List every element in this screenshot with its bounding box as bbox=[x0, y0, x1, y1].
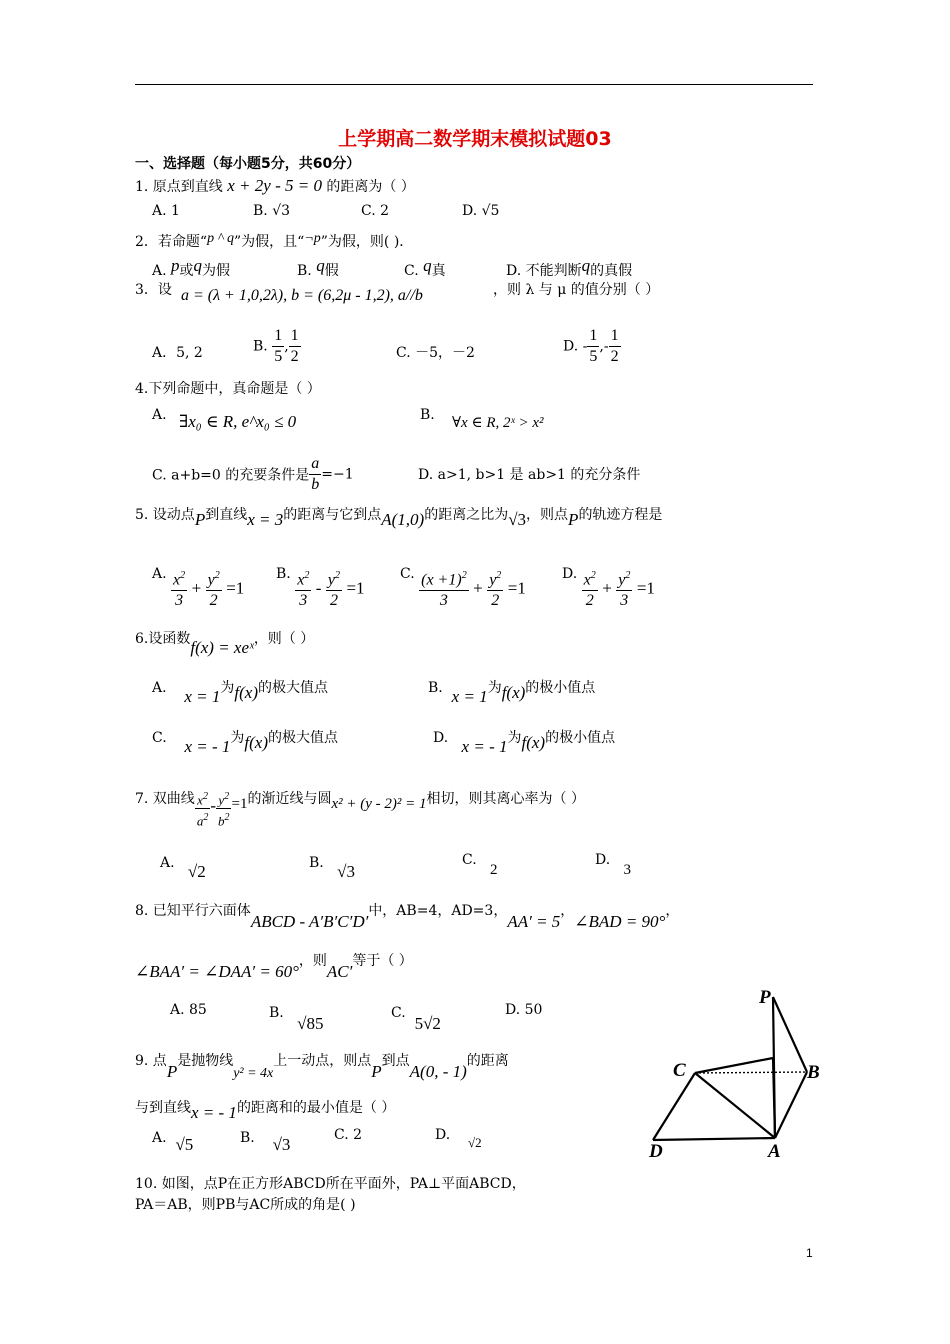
q2-option-b bbox=[297, 256, 339, 280]
q8-ac: AC′ bbox=[326, 962, 353, 981]
q8-text-c: ，则 bbox=[298, 953, 327, 969]
q9-stem-2 bbox=[135, 1097, 395, 1123]
q9-text-b: 是抛物线 bbox=[177, 1053, 234, 1069]
q8-option-c: C. 5√2 bbox=[391, 1005, 441, 1033]
q4-option-b-label: B. bbox=[420, 407, 435, 423]
q2-p-and-q: p ^ q bbox=[207, 231, 234, 246]
q7-option-b: B. √3 bbox=[309, 855, 355, 881]
q2-b-q: q bbox=[316, 256, 325, 275]
q2-a-p: p bbox=[171, 256, 180, 275]
q3-d-frac2: $\frac{1}{2}$ bbox=[610, 327, 619, 365]
label-b: B bbox=[807, 1062, 820, 1083]
page-number: 1 bbox=[806, 1246, 813, 1260]
q7-stem: 7. 双曲线 $\frac{x^2}{a^2}$ - $\frac{y^2}{b^2}$ =1的渐近线与圆x² + (y - 2)² = 1相切，则其离心率为（ ） bbox=[135, 788, 585, 830]
label-a: A bbox=[768, 1141, 781, 1160]
q9-text: 9. 点 bbox=[135, 1053, 167, 1069]
q10-line-2: PA＝AB，则PB与AC所成的角是( ) bbox=[135, 1197, 356, 1213]
q5-stem bbox=[135, 504, 662, 530]
q2-d-label: D. 不能判断 bbox=[506, 263, 582, 279]
q8-option-d: D. 50 bbox=[505, 1002, 543, 1018]
q9-option-c: C. 2 bbox=[334, 1127, 363, 1143]
q3-b-frac2: $\frac{1}{2}$ bbox=[290, 327, 299, 365]
q2-d-end: 的真假 bbox=[590, 263, 633, 279]
edge-da bbox=[653, 1138, 775, 1140]
q2-text: 2．若命题“ bbox=[135, 234, 208, 250]
q4-option-b: ∀x ∈ R, 2ˣ > x² bbox=[452, 415, 544, 431]
q4-stem: 4.下列命题中，真命题是（ ） bbox=[135, 381, 321, 397]
q7-text: 7. 双曲线 bbox=[135, 791, 195, 807]
q9-parabola: y² = 4x bbox=[233, 1066, 274, 1081]
header-rule bbox=[135, 84, 813, 85]
q2-text-c: ”为假，则( )． bbox=[320, 234, 414, 250]
q2-a-q: q bbox=[193, 256, 203, 275]
q2-a-end: 为假 bbox=[202, 263, 231, 279]
q9-line: x = - 1 bbox=[191, 1103, 237, 1122]
q8-comma2: ， bbox=[665, 903, 680, 919]
q3-option-d: D. - $\frac{1}{5}$ ,- $\frac{1}{2}$ bbox=[563, 327, 619, 365]
q9-text-e: 的距离 bbox=[466, 1053, 509, 1069]
q6-option-a: A. x = 1为f(x)的极大值点 bbox=[152, 680, 328, 706]
q2-not-p: ¬p bbox=[304, 231, 321, 246]
edge-cp bbox=[695, 1058, 773, 1073]
q5-p: P bbox=[194, 510, 206, 529]
q8-text-b: 中，AB=4，AD=3， bbox=[368, 903, 508, 919]
q3-option-c: C. －5，－2 bbox=[396, 345, 475, 361]
q8-stem-2 bbox=[135, 950, 413, 982]
edge-cd bbox=[653, 1073, 695, 1140]
q7-text-b: 的渐近线与圆 bbox=[247, 791, 332, 807]
q8-comma: ， bbox=[560, 903, 575, 919]
q1-text: 1. 原点到直线 bbox=[135, 179, 223, 195]
pyramid-figure bbox=[640, 980, 830, 1160]
q7-text-c: 相切，则其离心率为（ ） bbox=[426, 791, 585, 807]
q6-text-b: ，则（ ） bbox=[253, 631, 315, 647]
q9-text-g: 的距离和的最小值是（ ） bbox=[236, 1100, 396, 1116]
q5-text-f: 的轨迹方程是 bbox=[578, 507, 663, 523]
q5-text-d: 的距离之比为 bbox=[424, 507, 509, 523]
q4-c-text: C. a+b=0 的充要条件是 bbox=[152, 467, 310, 484]
q6-option-d: D. x = - 1为f(x)的极小值点 bbox=[433, 730, 616, 756]
q7-option-c: C. 2 bbox=[462, 852, 498, 878]
q5-text-c: 的距离与它到点 bbox=[283, 507, 382, 523]
q2-c-label: C. bbox=[404, 263, 419, 279]
q3-option-b: B. $\frac{1}{5}$ , $\frac{1}{2}$ bbox=[253, 327, 299, 365]
q2-option-a bbox=[152, 256, 230, 280]
q5-option-b: B. $\frac{x^2}{3}$ - $\frac{y^2}{2}$ =1 bbox=[276, 566, 365, 610]
label-d: D bbox=[649, 1141, 663, 1160]
q3-label: 3．设 bbox=[135, 282, 172, 298]
q4-option-d: D. a>1, b>1 是 ab>1 的充分条件 bbox=[418, 467, 641, 483]
q5-p2: P bbox=[568, 510, 579, 529]
q9-option-a: A. √5 bbox=[152, 1130, 194, 1154]
q3-vectors: a = (λ + 1,0,2λ), b = (6,2μ - 1,2), a//b bbox=[181, 287, 423, 304]
q7-frac1: $\frac{x^2}{a^2}$ bbox=[195, 788, 211, 830]
label-c: C bbox=[673, 1060, 686, 1081]
q6-func: f(x) = xeˣ bbox=[190, 638, 254, 657]
q2-b-end: 假 bbox=[324, 263, 339, 279]
q3-b-frac1: $\frac{1}{5}$ bbox=[274, 327, 283, 365]
q9-p: P bbox=[166, 1062, 178, 1081]
q9-stem bbox=[135, 1050, 509, 1082]
q6-text: 6.设函数 bbox=[135, 631, 191, 647]
q9-text-f: 与到直线 bbox=[135, 1100, 191, 1116]
q7-option-d: D. 3 bbox=[595, 852, 632, 878]
q4-option-a: ∃x₀ ∈ R, e^x₀ ≤ 0 bbox=[179, 412, 297, 431]
q8-bad: ∠BAD = 90° bbox=[574, 912, 666, 931]
q4-option-a-label: A. bbox=[152, 407, 167, 423]
q1-option-d: D. √5 bbox=[462, 203, 500, 219]
edge-ba bbox=[775, 1072, 807, 1138]
q5-option-d: D. $\frac{x^2}{2}$ + $\frac{y^2}{3}$ =1 bbox=[562, 566, 655, 610]
q5-option-c: C. $\frac{(x +1)^2}{3}$ + $\frac{y^2}{2}$ =1 bbox=[400, 566, 526, 610]
q2-b-label: B. bbox=[297, 263, 312, 279]
q9-text-d: 到点 bbox=[381, 1053, 410, 1069]
q7-option-a: A. √2 bbox=[160, 855, 206, 881]
q5-point: A(1,0) bbox=[381, 510, 425, 529]
section-heading: 一、选择题（每小题5分，共60分） bbox=[135, 156, 361, 172]
edge-pb bbox=[773, 997, 807, 1072]
q8-angles: ∠BAA′ = ∠DAA′ = 60° bbox=[135, 962, 299, 981]
q2-c-end: 真 bbox=[431, 263, 446, 279]
q6-option-c: C. x = - 1为f(x)的极大值点 bbox=[152, 730, 339, 756]
q8-text-d: 等于（ ） bbox=[352, 953, 413, 969]
q2-a-label: A. bbox=[152, 263, 167, 279]
q5-text-b: 到直线 bbox=[205, 507, 248, 523]
q10-line-1: 10. 如图，点P在正方形ABCD所在平面外，PA⊥平面ABCD， bbox=[135, 1176, 526, 1192]
q3-option-a: A．5, 2 bbox=[152, 345, 203, 361]
q1-equation: x + 2y - 5 = 0 bbox=[227, 176, 322, 195]
q4-c-frac: $\frac{a}{b}$ bbox=[311, 455, 320, 493]
q3-text-end: ，则 λ 与 μ 的值分别（ ） bbox=[493, 282, 660, 298]
page-title: 上学期高二数学期末模拟试题03 bbox=[338, 128, 612, 150]
q5-text: 5. 设动点 bbox=[135, 507, 195, 523]
q8-stem bbox=[135, 900, 679, 932]
q9-option-b: B. √3 bbox=[240, 1130, 291, 1154]
q9-p2: P bbox=[371, 1062, 382, 1081]
q4-c-end: =−1 bbox=[321, 466, 354, 483]
q3-d-label: D. bbox=[563, 338, 579, 355]
q1-option-c: C. 2 bbox=[361, 203, 390, 219]
q6-option-b: B. x = 1为f(x)的极小值点 bbox=[428, 680, 596, 706]
q9-point: A(0, - 1) bbox=[409, 1062, 467, 1081]
q3-b-label: B. bbox=[253, 338, 268, 355]
question-2-stem bbox=[135, 231, 413, 251]
q8-option-a: A. 85 bbox=[170, 1002, 207, 1018]
q9-option-d: D. √2 bbox=[435, 1127, 482, 1150]
q5-ratio: √3 bbox=[508, 510, 527, 529]
q1-option-a: A. 1 bbox=[152, 203, 180, 219]
label-p: P bbox=[759, 987, 771, 1008]
question-1-stem bbox=[135, 176, 415, 196]
q5-line: x = 3 bbox=[247, 510, 284, 529]
q1-text-end: 的距离为（ ） bbox=[326, 179, 415, 195]
q2-c-q: q bbox=[423, 256, 432, 275]
q5-option-a: A. $\frac{x^2}{3}$ + $\frac{y^2}{2}$ =1 bbox=[152, 566, 245, 610]
q3-d-frac1: $\frac{1}{5}$ bbox=[589, 327, 598, 365]
q7-circle: x² + (y - 2)² = 1 bbox=[331, 796, 427, 812]
q4-option-c bbox=[152, 454, 354, 495]
q2-a-or: 或 bbox=[179, 263, 194, 279]
q7-frac2: $\frac{y^2}{b^2}$ bbox=[216, 788, 232, 830]
q8-option-b: B. √85 bbox=[269, 1005, 324, 1033]
q8-aa: AA′ = 5 bbox=[507, 912, 561, 931]
q1-option-b: B. √3 bbox=[253, 203, 291, 219]
q2-d-q: q bbox=[581, 256, 591, 275]
q2-option-d bbox=[506, 256, 632, 280]
q5-text-e: ，则点 bbox=[526, 507, 569, 523]
q2-option-c bbox=[404, 256, 446, 280]
q6-stem bbox=[135, 628, 314, 658]
q2-text-b: ”为假，且“ bbox=[233, 234, 305, 250]
edge-cb-dashed bbox=[695, 1072, 807, 1073]
edge-ca bbox=[695, 1073, 775, 1138]
q8-solid: ABCD - A′B′C′D′ bbox=[250, 912, 369, 931]
q8-text: 8. 已知平行六面体 bbox=[135, 903, 251, 919]
q9-text-c: 上一动点，则点 bbox=[273, 1053, 372, 1069]
